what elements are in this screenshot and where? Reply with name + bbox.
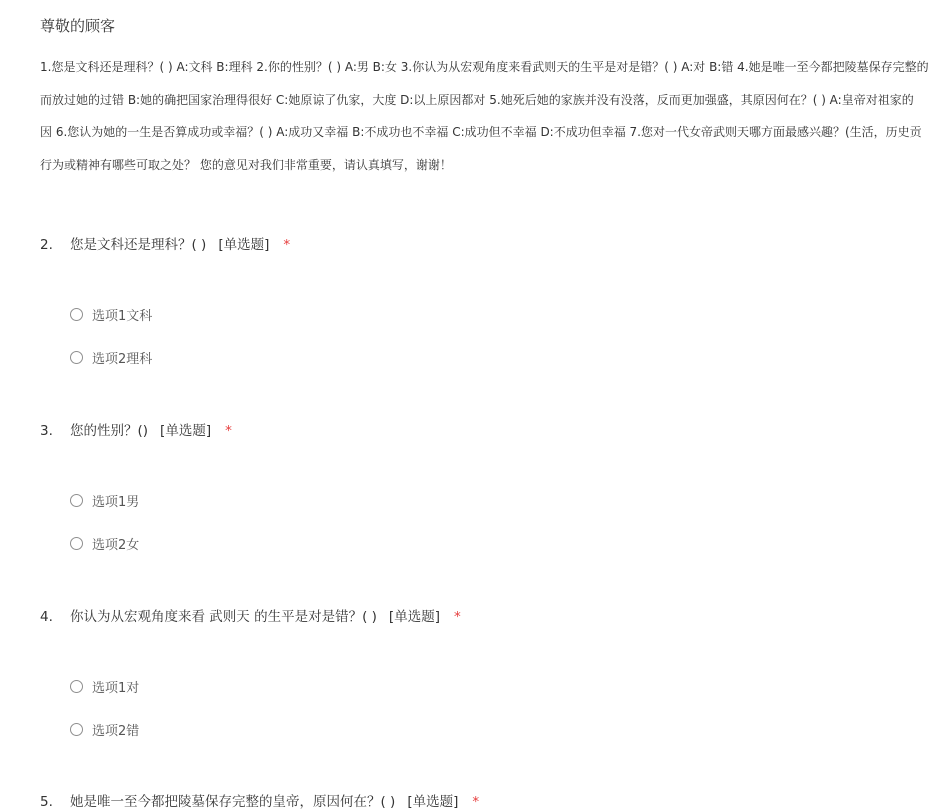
required-star: * [283,237,291,253]
intro-text-line: 1.您是文科还是理科？( ) A:文科 B:理科 2.你的性别？( ) A:男 B:女 3.你认为从宏观角度来看武则天的生平是对是错？( ) A:对 B:错 4.她是唯一至今都把陵墓保存完整的 [40,60,929,74]
radio-option[interactable] [70,533,139,553]
required-star: * [453,609,461,625]
option-label: 选项1文科 [92,308,153,324]
required-star: * [225,423,232,439]
intro-text-line: 行为或精神有哪些可取之处？ 您的意见对我们非常重要，请认真填写，谢谢！ [40,158,452,172]
radio-circle-icon[interactable] [70,351,83,364]
greeting-heading: 尊敬的顾客 [40,17,116,35]
intro-text-line: 因 6.您认为她的一生是否算成功或幸福？( ) A:成功又幸福 B:不成功也不幸福 C:成功但不幸福 D:不成功但幸福 7.您对一代女帝武则天哪方面最感兴趣？(生活，历史贡 [40,125,922,139]
radio-option[interactable] [70,347,152,367]
question-type-label: [单选题] [388,609,440,625]
question-type-label: [单选题] [407,794,459,810]
radio-option[interactable] [70,304,152,324]
required-star: * [472,794,480,810]
question-title [40,236,290,254]
radio-circle-icon[interactable] [70,723,83,736]
question-type-label: [单选题] [218,237,270,253]
option-label: 选项1对 [92,680,140,696]
question-text: 您的性别？() [70,423,149,439]
option-label: 选项1男 [92,494,140,510]
radio-circle-icon[interactable] [70,308,83,321]
radio-option[interactable] [70,490,139,510]
radio-option[interactable] [70,719,139,739]
question-number: 4. [40,609,53,625]
question-text: 她是唯一至今都把陵墓保存完整的皇帝，原因何在？( ) [70,794,396,810]
question-title [40,793,479,811]
option-label: 选项2错 [92,723,140,739]
question-number: 3. [40,423,53,439]
radio-circle-icon[interactable] [70,494,83,507]
question-number: 5. [40,794,53,810]
question-type-label: [单选题] [160,423,212,439]
question-text: 您是文科还是理科？( ) [70,237,207,253]
question-title [40,422,232,440]
option-label: 选项2女 [92,537,140,553]
question-title [40,608,461,626]
intro-text-line: 而放过她的过错 B:她的确把国家治理得很好 C:她原谅了仇家，大度 D:以上原因都对 5.她死后她的家族并没有没落，反而更加强盛，其原因何在？( ) A:皇帝对祖家的 [40,93,914,107]
option-label: 选项2理科 [92,351,153,367]
radio-circle-icon[interactable] [70,537,83,550]
question-number: 2. [40,237,53,253]
radio-option[interactable] [70,676,139,696]
radio-circle-icon[interactable] [70,680,83,693]
question-text: 你认为从宏观角度来看 武则天 的生平是对是错？( ) [70,609,377,625]
